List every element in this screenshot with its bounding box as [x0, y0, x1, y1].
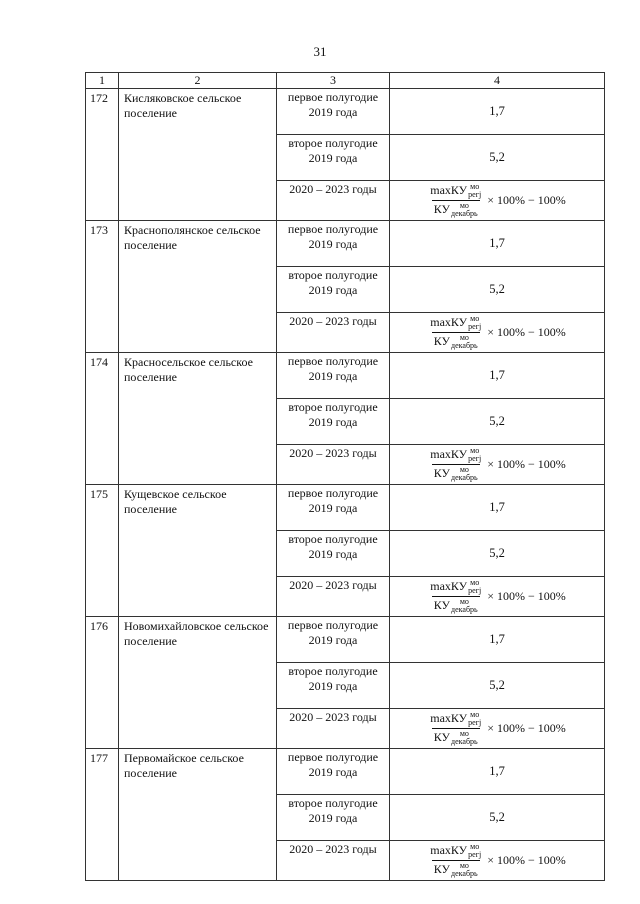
formula-cell [390, 313, 605, 353]
period-range: 2020 – 2023 годы [277, 313, 390, 353]
formula-denominator: КУ мо декабрь [433, 465, 478, 483]
row-number: 174 [86, 353, 119, 485]
value-second: 5,2 [390, 531, 605, 577]
period-range: 2020 – 2023 годы [277, 841, 390, 881]
period-first: первое полугодие 2019 года [277, 749, 390, 795]
table-row [86, 485, 605, 531]
formula-tail: × 100% − 100% [487, 589, 566, 604]
table-row [86, 221, 605, 267]
period-first: первое полугодие 2019 года [277, 617, 390, 663]
period-second: второе полугодие 2019 года [277, 267, 390, 313]
formula-denominator: КУ мо декабрь [433, 861, 478, 879]
formula-fraction [428, 843, 483, 879]
value-first: 1,7 [390, 617, 605, 663]
formula-numerator: maxКУ мо регj [430, 182, 482, 199]
settlement-name: Кущевское сельское поселение [119, 485, 277, 617]
settlement-name: Красносельское сельское поселение [119, 353, 277, 485]
settlement-name: Краснополянское сельское поселение [119, 221, 277, 353]
value-second: 5,2 [390, 399, 605, 445]
formula [390, 711, 604, 747]
period-second: второе полугодие 2019 года [277, 795, 390, 841]
period-second: второе полугодие 2019 года [277, 399, 390, 445]
row-number: 173 [86, 221, 119, 353]
table-row [86, 617, 605, 663]
formula-numerator: maxКУ мо регj [430, 446, 482, 463]
row-number: 176 [86, 617, 119, 749]
formula [390, 843, 604, 879]
formula-denominator: КУ мо декабрь [433, 597, 478, 615]
formula-cell [390, 181, 605, 221]
period-range: 2020 – 2023 годы [277, 577, 390, 617]
value-first: 1,7 [390, 749, 605, 795]
period-range: 2020 – 2023 годы [277, 181, 390, 221]
value-second: 5,2 [390, 663, 605, 709]
period-second: второе полугодие 2019 года [277, 531, 390, 577]
value-second: 5,2 [390, 267, 605, 313]
period-second: второе полугодие 2019 года [277, 135, 390, 181]
formula-cell [390, 577, 605, 617]
row-number: 177 [86, 749, 119, 881]
value-first: 1,7 [390, 485, 605, 531]
row-number: 175 [86, 485, 119, 617]
formula-fraction [428, 579, 483, 615]
header-col-4: 4 [390, 73, 605, 89]
header-col-3: 3 [277, 73, 390, 89]
formula-numerator: maxКУ мо регj [430, 578, 482, 595]
table-row [86, 749, 605, 795]
formula-tail: × 100% − 100% [487, 721, 566, 736]
header-col-2: 2 [119, 73, 277, 89]
table-row [86, 353, 605, 399]
value-second: 5,2 [390, 135, 605, 181]
formula-denominator: КУ мо декабрь [433, 201, 478, 219]
tariff-table [85, 72, 605, 881]
table-row [86, 89, 605, 135]
row-number: 172 [86, 89, 119, 221]
formula-fraction [428, 711, 483, 747]
formula-fraction [428, 447, 483, 483]
formula-denominator: КУ мо декабрь [433, 333, 478, 351]
formula-numerator: maxКУ мо регj [430, 314, 482, 331]
formula-cell [390, 841, 605, 881]
period-range: 2020 – 2023 годы [277, 445, 390, 485]
header-col-1: 1 [86, 73, 119, 89]
formula-cell [390, 709, 605, 749]
formula-tail: × 100% − 100% [487, 853, 566, 868]
formula-cell [390, 445, 605, 485]
formula [390, 183, 604, 219]
formula [390, 447, 604, 483]
settlement-name: Первомайское сельское поселение [119, 749, 277, 881]
settlement-name: Новомихайловское сельское поселение [119, 617, 277, 749]
period-first: первое полугодие 2019 года [277, 89, 390, 135]
formula-tail: × 100% − 100% [487, 325, 566, 340]
value-first: 1,7 [390, 353, 605, 399]
period-first: первое полугодие 2019 года [277, 353, 390, 399]
period-first: первое полугодие 2019 года [277, 485, 390, 531]
period-range: 2020 – 2023 годы [277, 709, 390, 749]
formula-fraction [428, 315, 483, 351]
formula-tail: × 100% − 100% [487, 457, 566, 472]
period-second: второе полугодие 2019 года [277, 663, 390, 709]
formula-tail: × 100% − 100% [487, 193, 566, 208]
value-first: 1,7 [390, 221, 605, 267]
formula-numerator: maxКУ мо регj [430, 710, 482, 727]
value-second: 5,2 [390, 795, 605, 841]
value-first: 1,7 [390, 89, 605, 135]
formula [390, 315, 604, 351]
page-number: 31 [313, 44, 327, 59]
period-first: первое полугодие 2019 года [277, 221, 390, 267]
settlement-name: Кисляковское сельское поселение [119, 89, 277, 221]
formula [390, 579, 604, 615]
header-row [86, 73, 605, 89]
formula-fraction [428, 183, 483, 219]
formula-denominator: КУ мо декабрь [433, 729, 478, 747]
formula-numerator: maxКУ мо регj [430, 842, 482, 859]
